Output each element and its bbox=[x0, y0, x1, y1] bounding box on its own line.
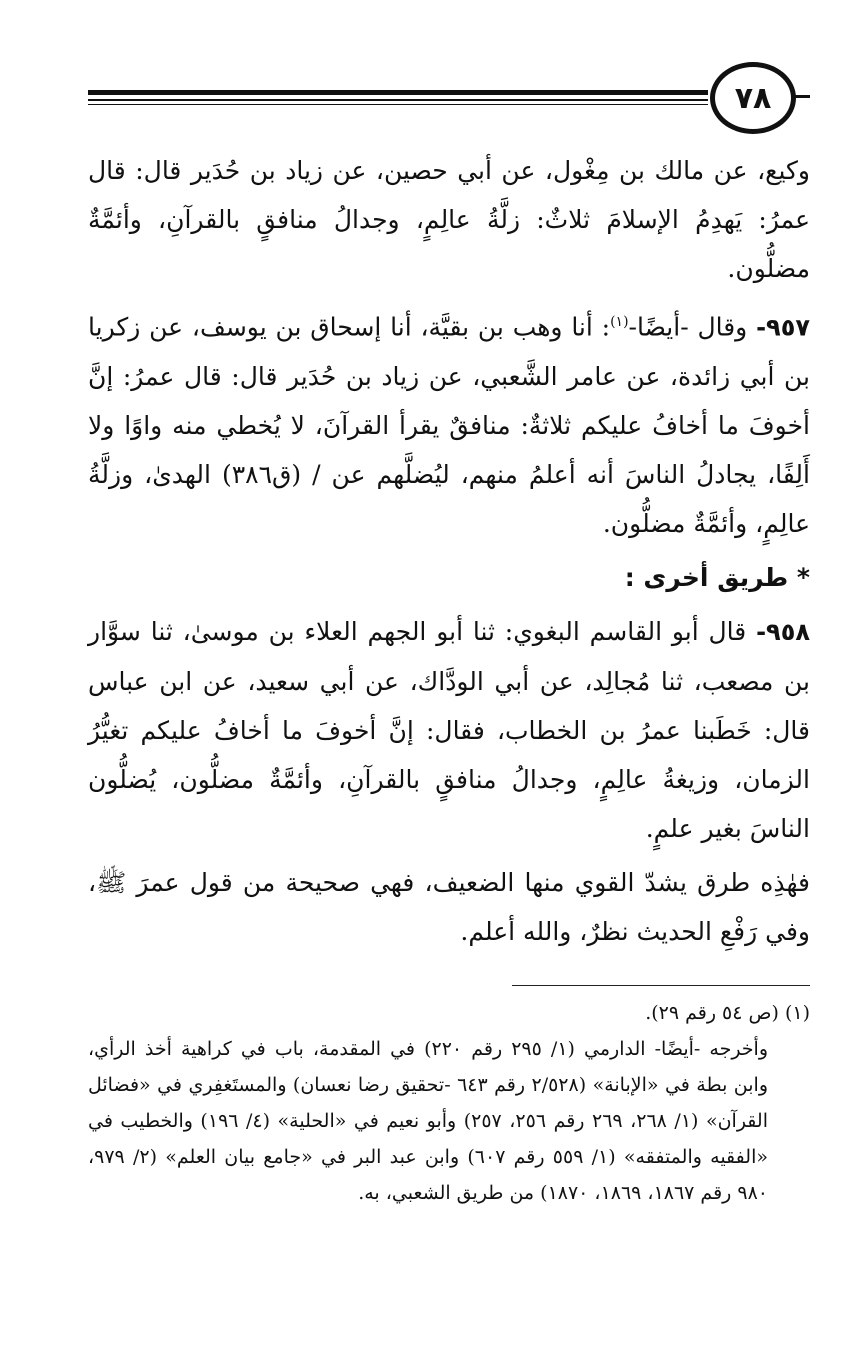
paragraph-text: وقال -أيضًا- bbox=[628, 312, 757, 342]
header-rule-thin bbox=[88, 99, 708, 101]
main-text bbox=[88, 146, 810, 961]
paragraph-text: قال أبو القاسم البغوي: ثنا أبو الجهم العلاء بن موسىٰ، ثنا سوَّار بن مصعب، ثنا مُجالِد، عن أبي الودَّاك، عن أبي سعيد، عن ابن عباس قال: خَطَبنا عمرُ بن الخطاب، فقال: إنَّ أخوفَ ما أخافُ عليكم تغيُّرُ الزمان، وزيغةُ عالِمٍ، وجدالُ منافقٍ بالقرآنِ، وأئمَّةٌ مضلُّون، يُضلُّون الناسَ بغير علمٍ. bbox=[88, 617, 810, 844]
footnotes bbox=[88, 995, 810, 1211]
hadith-number: ٩٥٧- bbox=[756, 313, 810, 342]
footnote-reference: (١) bbox=[610, 314, 629, 330]
closing-paragraph bbox=[88, 858, 810, 956]
hadith-958 bbox=[88, 607, 810, 853]
paragraph-continuation bbox=[88, 146, 810, 293]
footnote-separator bbox=[512, 985, 810, 986]
footnote-marker: (١) bbox=[784, 1002, 810, 1024]
section-subheading: * طريق أخرى : bbox=[624, 563, 810, 593]
header-rule-end bbox=[794, 95, 810, 98]
footnote-text: (ص ٥٤ رقم ٢٩). bbox=[645, 1002, 785, 1024]
footnote-1-body: وأخرجه -أيضًا- الدارمي (١/ ٢٩٥ رقم ٢٢٠) في المقدمة، باب في كراهية أخذ الرأي، وابن بطة في «الإبانة» (٢/٥٢٨ رقم ٦٤٣ -تحقيق رضا نعسان) والمستَغفِري في «فضائل القرآن» (١/ ٢٦٨، ٢٦٩ رقم ٢٥٦، ٢٥٧) وأبو نعيم في «الحلية» (٤/ ١٩٦) والخطيب في «الفقيه والمتفقه» (١/ ٥٥٩ رقم ٦٠٧) وابن عبد البر في «جامع بيان العلم» (٢/ ٩٧٩، ٩٨٠ رقم ١٨٦٧، ١٨٦٩، ١٨٧٠) من طريق الشعبي، به. bbox=[88, 1038, 769, 1204]
page-header bbox=[88, 62, 810, 142]
page-number: ٧٨ bbox=[710, 62, 796, 134]
header-rule-thick bbox=[88, 90, 708, 95]
hadith-957 bbox=[88, 298, 810, 548]
paragraph-text: وكيع، عن مالك بن مِغْول، عن أبي حصين، عن زياد بن حُدَير قال: قال عمرُ: يَهدِمُ الإسلامَ ثلاثٌ: زلَّةُ عالِمٍ، وجدالُ منافقٍ بالقرآنِ، وأئمَّةٌ مضلُّون. bbox=[88, 156, 810, 283]
hadith-number: ٩٥٨- bbox=[756, 618, 810, 647]
header-rule-hairline bbox=[88, 104, 708, 105]
footnote-1-ref bbox=[88, 995, 810, 1031]
paragraph-text: : أنا وهب بن بقيَّة، أنا إسحاق بن يوسف، عن زكريا بن أبي زائدة، عن عامر الشَّعبي، عن زياد بن حُدَير قال: قال عمرُ: إنَّ أخوفَ ما أخافُ عليكم ثلاثةٌ: منافقٌ يقرأ القرآنَ، لا يُخطي منه واوًا ولا أَلِفًا، يجادلُ الناسَ أنه أعلمُ منهم، ليُضلَّهم عن / (ق٣٨٦) الهدىٰ، وزلَّةُ عالِمٍ، وأئمَّةٌ مضلُّون. bbox=[88, 312, 811, 539]
paragraph-text: فهٰذِه طرق يشدّ القوي منها الضعيف، فهي صحيحة من قول عمرَ ﷺ، وفي رَفْعِ الحديث نظرٌ، والله أعلم. bbox=[88, 868, 810, 947]
